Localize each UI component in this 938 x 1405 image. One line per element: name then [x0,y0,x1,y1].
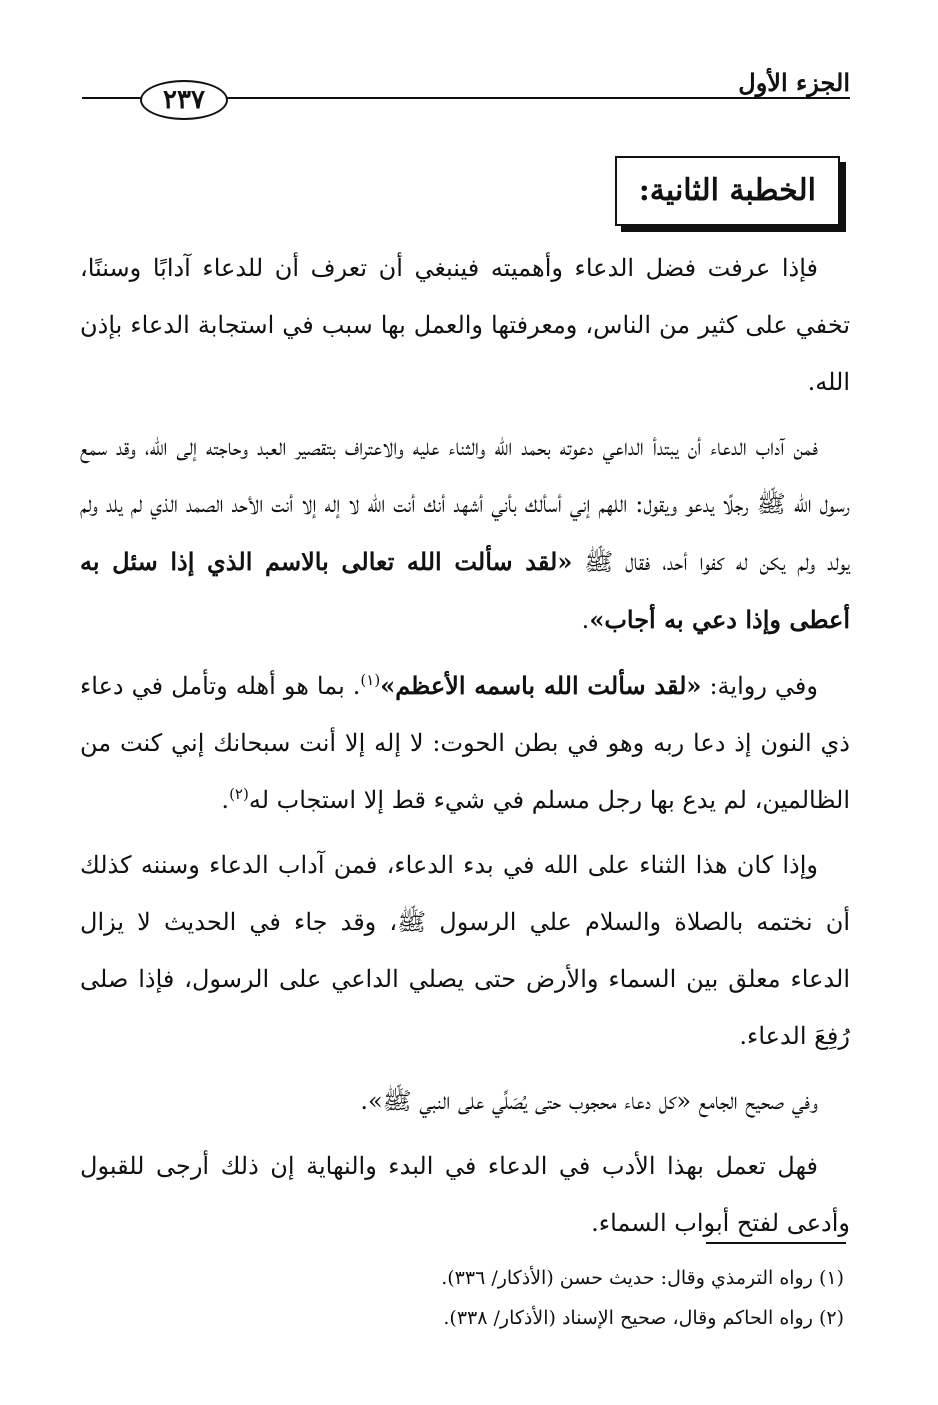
paragraph: وفي صحيح الجامع «كل دعاء محجوب حتى يُصَلِّي على النبي ﷺ». [360,1087,818,1115]
hadith-quote: «لقد سألت الله تعالى بالاسم الذي إذا سئل به أعطى وإذا دعي به أجاب» [80,547,850,634]
footnote-2: (٢) رواه الحاكم وقال، صحيح الإسناد (الأذكار/ ٣٣٨). [443,1307,844,1329]
paragraph [80,419,850,649]
paragraph: فهل تعمل بهذا الأدب في الدعاء في البدء والنهاية إن ذلك أرجى للقبول وأدعى لفتح أبواب السماء. [80,1152,850,1237]
paragraph-text: وفي رواية: [701,672,818,700]
footnote-ref-1[interactable]: (١) [360,671,381,689]
section-heading: الخطبة الثانية: [615,156,840,226]
paragraph-text: . [221,786,230,814]
paragraph-text: . بما هو أهله وتأمل في دعاء ذي النون إذ دعا ربه وهو في بطن الحوت: لا إله إلا أنت سبحانك إني كنت من الظالمين، لم يدع بها رجل مسلم في شيء قط إلا استجاب له [80,672,850,814]
running-title: الجزء الأول [738,68,850,97]
paragraph: فإذا عرفت فضل الدعاء وأهميته فينبغي أن تعرف أن للدعاء آدابًا وسننًا، تخفي على كثير من الناس، ومعرفتها والعمل بها سبب في استجابة الدعاء بإذن الله. [80,254,850,396]
page-number: ٢٣٧ [140,80,228,120]
paragraph: وإذا كان هذا الثناء على الله في بدء الدعاء، فمن آداب الدعاء وسننه كذلك أن نختمه بالصلاة والسلام علي الرسول ﷺ، وقد جاء في الحديث لا يزال الدعاء معلق بين السماء والأرض حتى يصلي الداعي على الرسول، فإذا صلى رُفِعَ الدعاء. [80,851,850,1050]
footnote-rule [706,1242,846,1244]
footnote-ref-2[interactable]: (٢) [229,785,249,803]
footnotes [144,1258,844,1338]
hadith-quote: «لقد سألت الله باسمه الأعظم» [380,671,702,700]
paragraph-text: . [581,606,590,634]
footnote-1: (١) رواه الترمذي وقال: حديث حسن (الأذكار/ ٣٣٦). [441,1267,844,1289]
paragraph-text: فمن آداب الدعاء أن يبتدأ الداعي دعوته بحمد الله والثناء عليه والاعتراف بتقصير العبد وحاجته إلى الله، وقد سمع رسول الله ﷺ رجلًا يدعو ويقول: اللهم إني أسألك بأني أشهد أنك أنت الله لا إله إلا أنت الأحد الصمد الذي لم يلد ولم يولد ولم يكن له كفوا أحد، فقال ﷺ [80,433,850,576]
paragraph [80,657,850,829]
body-text [80,240,850,1260]
